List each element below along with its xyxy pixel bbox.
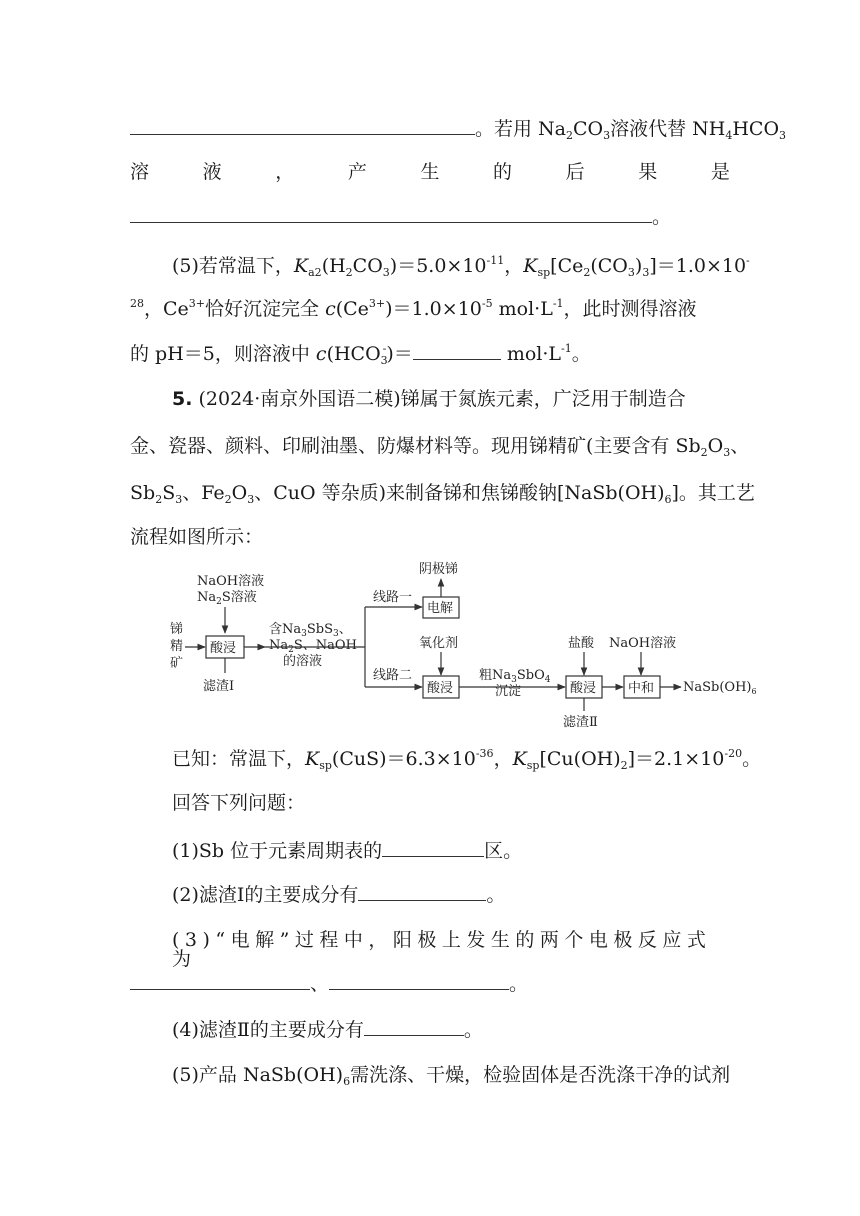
text-segment: K (305, 748, 320, 770)
subscript: 3 (642, 266, 650, 279)
residue-1-label: 滤渣Ⅰ (203, 679, 235, 694)
answer-blank (130, 221, 652, 223)
process-flowchart (165, 555, 765, 735)
crude-precipitate-label-1 (479, 667, 551, 685)
text-segment: (CO (590, 255, 628, 277)
subscript: 2 (566, 129, 573, 142)
answer-blank (358, 899, 486, 901)
text-segment: 。 (742, 748, 762, 770)
text-segment: (H (321, 255, 346, 277)
answer-line (130, 208, 671, 227)
text-segment: [Ce (550, 255, 584, 277)
text-segment: K (293, 255, 309, 277)
subscript: 3 (247, 493, 255, 506)
acid-leach-label-1: 酸浸 (210, 641, 237, 656)
text-segment: 。 (571, 343, 591, 365)
problem-5-line2 (130, 437, 749, 458)
subscript: 2 (345, 266, 353, 279)
text-segment: mol·L (500, 343, 562, 365)
text-segment: SbS (306, 622, 334, 637)
text-segment: (5)产品 NaSb(OH) (172, 1064, 344, 1086)
text-segment: Na (197, 590, 217, 605)
text-segment: NaSb(OH) (683, 680, 752, 695)
electrolysis-label: 电解 (427, 601, 454, 616)
text-segment: K (523, 255, 538, 277)
ore-label-char: 锑 (170, 622, 184, 637)
route-1-label: 线路一 (373, 590, 413, 605)
text-segment: 金、瓷器、颜料、印刷油墨、防爆材料等。现用锑精矿(主要含有 Sb (130, 435, 701, 457)
text-segment: 。 (652, 206, 672, 228)
justified-line (130, 163, 730, 182)
sub-question-1 (172, 842, 522, 861)
text-segment: (HCO (326, 343, 381, 365)
text-segment: 。 (509, 973, 529, 995)
sub-question-5 (172, 1066, 730, 1087)
text-segment: )＝5.0×10 (389, 255, 487, 277)
answer-blank (413, 358, 501, 360)
text-segment: ]＝2.1×10 (627, 748, 725, 770)
text-segment: 含Na (269, 622, 302, 637)
subscript: sp (537, 266, 551, 279)
ore-label-char: 矿 (170, 656, 184, 671)
superscript: -5 (481, 297, 493, 310)
answer-blank (364, 1034, 464, 1036)
sub-question-2 (172, 886, 505, 905)
text-segment: (1)Sb 位于元素周期表的 (172, 840, 383, 862)
text-segment: )＝1.0×10 (385, 298, 482, 320)
text-segment: (Ce (335, 298, 369, 320)
text-segment: CO (352, 255, 383, 277)
text-segment: Na (269, 638, 289, 653)
text-segment: O (707, 435, 724, 457)
subscript: sp (526, 759, 540, 772)
text-segment: 。 (486, 884, 506, 906)
text-segment: (3)“电解”过程中，阳极上发生的两个电极反应式为 (172, 929, 712, 970)
char: 是 (710, 161, 730, 183)
text-segment: SbO (516, 668, 545, 683)
subscript: 3 (175, 493, 183, 506)
product-label (683, 680, 757, 696)
char: 后 (565, 161, 585, 183)
text-segment: ]。其工艺 (671, 482, 755, 504)
answer-blank (382, 855, 484, 857)
subscript: 2 (224, 493, 232, 506)
problem-5-line1 (172, 390, 686, 409)
question-5-line1 (172, 255, 750, 278)
char: 生 (420, 161, 440, 183)
answer-blank (130, 988, 310, 990)
subscript: 3 (382, 266, 390, 279)
char: 溶 (130, 161, 150, 183)
char: 产 (347, 161, 367, 183)
subscript: 3 (380, 354, 388, 367)
instruction-line (172, 794, 305, 813)
known-conditions-line (172, 748, 761, 771)
text-segment: CO (573, 118, 604, 140)
subscript: 3 (301, 629, 307, 639)
subscript: 4 (544, 675, 551, 685)
superscript: 3+ (368, 297, 386, 310)
text-segment: ，此时测得溶液 (563, 298, 697, 320)
oxidant-label: 氧化剂 (419, 636, 459, 651)
subscript: 2 (288, 645, 294, 655)
text-segment: 恰好沉淀完全 (205, 298, 326, 320)
neutralization-label: 中和 (628, 681, 655, 696)
text-segment: 。若用 Na (475, 118, 566, 140)
text-segment: 、CuO 等杂质)来制备锑和焦锑酸钠[NaSb(OH) (254, 482, 665, 504)
problem-5-line4 (130, 528, 263, 547)
text-segment: 回答下列问题： (172, 792, 306, 814)
text-segment: 。 (463, 1019, 483, 1041)
superscript: - (746, 254, 750, 267)
question-5-line2 (130, 298, 697, 319)
sub-question-3-answers (130, 975, 528, 994)
text-segment: 流程如图所示： (130, 526, 264, 548)
text-segment: O (231, 482, 248, 504)
subscript: 3 (333, 629, 339, 639)
hydrochloric-acid-label: 盐酸 (568, 636, 595, 651)
intermediate-solution-label-3: 的溶液 (283, 654, 323, 669)
superscript: -20 (724, 747, 743, 760)
subscript: 3 (603, 129, 611, 142)
text-segment: ， (493, 748, 513, 770)
acid-leach-label-3: 酸浸 (570, 681, 597, 696)
text-segment: 已知：常温下， (172, 748, 306, 770)
text-segment: HCO (732, 118, 780, 140)
subscript: 2 (700, 446, 708, 459)
text-segment: c (315, 343, 327, 365)
superscript: -1 (561, 342, 572, 355)
sub-question-4 (172, 1021, 483, 1040)
subscript: a2 (308, 266, 322, 279)
text-segment: (CuS)＝6.3×10 (331, 748, 476, 770)
text-segment: (5)若常温下， (172, 255, 294, 277)
subscript: 2 (216, 597, 222, 607)
text-segment: 粗Na (479, 668, 512, 683)
text-segment: K (512, 748, 527, 770)
text-segment: c (325, 298, 336, 320)
text-segment: ) (634, 255, 643, 277)
subscript: 6 (751, 687, 757, 696)
answer-blank (329, 988, 509, 990)
question-4-tail-line (130, 120, 786, 141)
subscript: 2 (583, 266, 591, 279)
text-segment: 、 (310, 973, 330, 995)
intermediate-solution-label-1 (269, 622, 352, 639)
question-5-line3 (130, 343, 591, 366)
subscript: 3 (627, 266, 635, 279)
text-segment: 、Fe (182, 482, 225, 504)
superscript: -36 (475, 747, 494, 760)
subscript: 6 (343, 1075, 351, 1088)
text-segment: 区。 (484, 840, 523, 862)
text-segment: Sb (130, 482, 156, 504)
subscript: 3 (779, 129, 787, 142)
superscript: -11 (486, 254, 505, 267)
char: 液 (202, 161, 222, 183)
crude-precipitate-label-2: 沉淀 (495, 684, 522, 699)
reagent-naoh-label: NaOH溶液 (197, 574, 265, 589)
problem-number: 5. (172, 388, 193, 410)
text-segment: [Cu(OH) (539, 748, 621, 770)
text-segment: ，Ce (144, 298, 189, 320)
cathode-product-label: 阴极锑 (419, 562, 459, 577)
text-segment: 需洗涤、干燥，检验固体是否洗涤干净的试剂 (350, 1064, 731, 1086)
subscript: 2 (620, 759, 628, 772)
text-segment: 溶液代替 NH (610, 118, 726, 140)
subscript: sp (319, 759, 332, 772)
answer-blank (130, 133, 475, 135)
text-segment: 、 (338, 622, 352, 637)
superscript: -1 (552, 297, 564, 310)
superscript: 3+ (188, 297, 206, 310)
text-segment: 、 (730, 435, 750, 457)
text-segment: S (162, 482, 176, 504)
reagent-na2s-label (197, 589, 257, 607)
problem-5-line3 (130, 484, 755, 505)
subscript: 3 (511, 675, 517, 685)
text-segment: (2)滤渣Ⅰ的主要成分有 (172, 884, 359, 906)
text-segment: S、NaOH (293, 638, 357, 653)
text-segment: ， (504, 255, 524, 277)
subscript: 3 (723, 446, 731, 459)
text-segment: mol·L (492, 298, 553, 320)
subscript: 6 (664, 493, 672, 506)
sub-question-3 (172, 931, 730, 969)
subscript: 4 (725, 129, 733, 142)
naoh-solution-label: NaOH溶液 (609, 636, 677, 651)
text-segment: (2024·南京外国语二模)锑属于氮族元素，广泛用于制造合 (198, 388, 686, 410)
acid-leach-label-2: 酸浸 (427, 681, 454, 696)
text-segment: 的 pH＝5，则溶液中 (130, 343, 316, 365)
route-2-label: 线路二 (373, 668, 413, 683)
subscript: 2 (155, 493, 163, 506)
text-segment: (4)滤渣Ⅱ的主要成分有 (172, 1019, 364, 1041)
residue-2-label: 滤渣Ⅱ (563, 715, 598, 730)
ore-label-char: 精 (170, 639, 184, 654)
char: 的 (493, 161, 513, 183)
text-segment: S溶液 (221, 590, 257, 605)
char: 果 (638, 161, 658, 183)
superscript: 28 (130, 297, 144, 310)
text-segment: )＝ (386, 343, 413, 365)
text-segment: ]＝1.0×10 (649, 255, 747, 277)
superscript: - (382, 342, 387, 355)
char: ， (275, 161, 295, 183)
